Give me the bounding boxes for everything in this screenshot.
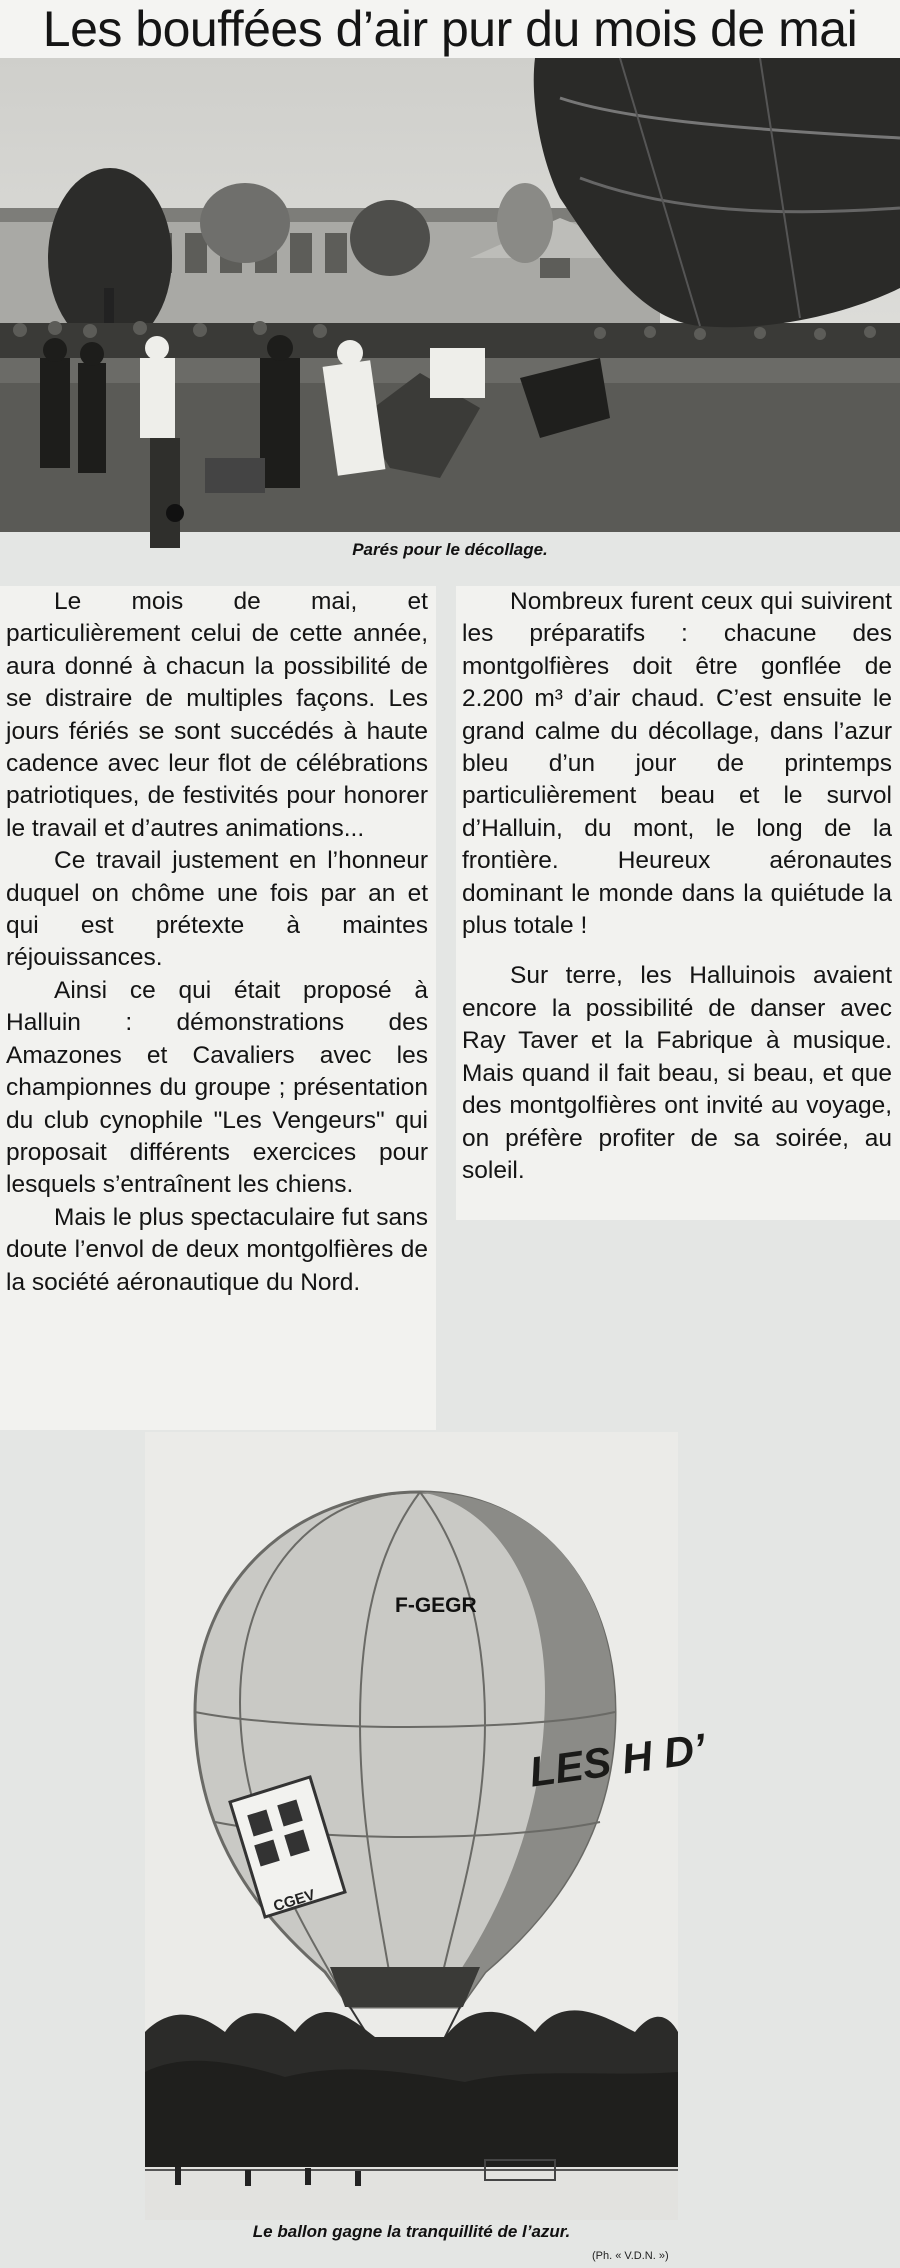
article-column-1 bbox=[0, 586, 436, 1430]
paragraph: Le mois de mai, et particulièrement celui de cette année, aura donné à chacun la possibilité de se distraire de multiples façons. Les jours fériés se sont succédés à haute cadence avec leur flot de célébrations patriotiques, de festivités pour honorer le travail et d’autres animations... bbox=[6, 588, 428, 842]
headline: Les bouffées d’air pur du mois de mai bbox=[0, 0, 900, 58]
paragraph: Sur terre, les Halluinois avaient encore la possibilité de danser avec Ray Taver et la Fabrique à musique. Mais quand il fait beau, si beau, et que des montgolfières ont invité au voyage, on préfère profiter de sa soirée, au soleil. bbox=[462, 962, 892, 1184]
photo-bottom-caption: Le ballon gagne la tranquillité de l’azur. bbox=[252, 2222, 571, 2241]
photo-credit: (Ph. « V.D.N. ») bbox=[592, 2250, 669, 2262]
photo-balloon-flight bbox=[145, 1432, 709, 2220]
paragraph: Mais le plus spectaculaire fut sans doute l’envol de deux montgolfières de la société aéronautique du Nord. bbox=[6, 1203, 428, 1296]
balloon-panel-text: CGEV bbox=[271, 1886, 318, 1916]
photo-balloon-preparation bbox=[0, 58, 900, 532]
article-column-2 bbox=[456, 586, 900, 1220]
photo-top-caption: Parés pour le décollage. bbox=[352, 540, 548, 559]
balloon-side-lettering: LES H D’ bbox=[526, 1724, 709, 1796]
paragraph: Ce travail justement en l’honneur duquel on chôme une fois par an et qui est prétexte à maintes réjouissances. bbox=[6, 847, 428, 972]
paragraph: Ainsi ce qui était proposé à Halluin : démonstrations des Amazones et Cavaliers avec les championnes du groupe ; présentation du club cynophile "Les Vengeurs" qui proposait différents exercices pour lesquels s’entraînent les chiens. bbox=[6, 976, 428, 1199]
balloon-registration: F-GEGR bbox=[395, 1594, 477, 1617]
paragraph: Nombreux furent ceux qui suivirent les préparatifs : chacune des montgolfières doit être gonflée de 2.200 m³ d’air chaud. C’est ensuite le grand calme du décollage, dans l’azur bleu d’un jour de printemps particulièrement beau et le survol d’Halluin, du mont, le long de la frontière. Heureux aéronautes dominant le monde dans la quiétude la plus totale ! bbox=[462, 588, 892, 940]
